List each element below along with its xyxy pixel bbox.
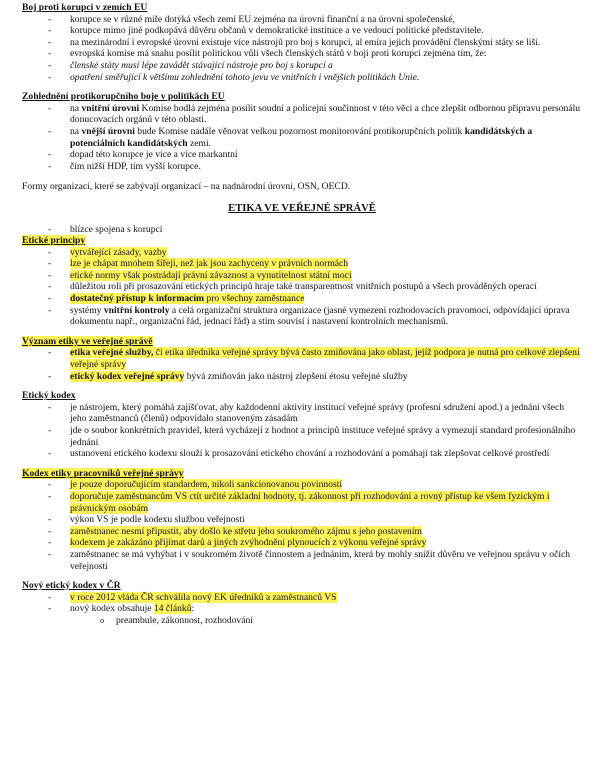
section-title: Etický kodex (22, 390, 76, 402)
text: : (191, 603, 195, 615)
list-item (60, 526, 582, 538)
list-item (60, 305, 582, 328)
list-item (60, 592, 582, 604)
list-item (60, 537, 582, 549)
highlighted-text: kodexem je zakázáno přijímat darů a jiných zvýhodnění plynoucích z výkonu veřejné správy (70, 537, 427, 549)
text: na (70, 125, 82, 137)
bold-text: vnitřní úrovni (81, 102, 140, 114)
list-item: - korupce mimo jiné podkopává důvěru občanů v demokratické instituce a ve vedoucí politické představitele. (60, 25, 582, 37)
section-code-of-ethics-staff (22, 468, 582, 572)
highlighted-text: vytvářející zásady, vazby (70, 246, 167, 258)
page-heading: ETIKA VE VEŘEJNÉ SPRÁVĚ (228, 202, 376, 214)
section-title (22, 235, 582, 247)
list-item: - na mezinárodní i evropské úrovni existuje více nástrojů pro boj s korupcí, al emíra jejich provádění členskými státy se liší. (60, 37, 582, 49)
list-item: - zaměstnanec se má vyhýbat i v soukromém životě činnostem a jednáním, která by mohly snížit důvěru ve veřejnou správu v očích veřejnosti (60, 549, 582, 572)
list-item (60, 103, 582, 126)
list-item: - jde o soubor konkrétních pravidel, která vycházejí z hodnot a principů instituce veřejné správy a vymezují standard profesionálního jednání (60, 425, 582, 448)
list-item (60, 72, 582, 84)
document-page (22, 2, 582, 627)
highlighted-text: lze je chápat mnohem šířeji, než jak jsou zachyceny v právních normách (70, 258, 349, 270)
section-corruption-eu (22, 2, 582, 83)
list-item (60, 491, 582, 514)
text: systémy (70, 304, 104, 316)
list-item (60, 270, 582, 282)
section-new-code-cr (22, 580, 582, 626)
list-item: - výkon VS je podle kodexu službou veřejnosti (60, 514, 582, 526)
text: zemí. (187, 137, 212, 149)
section-anticorruption-policies (22, 91, 582, 172)
list-item (60, 371, 582, 383)
list-item: - důležitou roli při prosazování etických principů hraje také transparentnost vnitřních postupů a všech prováděných operací (60, 281, 582, 293)
bold-text: vnější úrovni (81, 125, 135, 137)
list-item (60, 293, 582, 305)
list-item: - korupce se v různé míře dotýká všech zemí EU zejména na úrovni finanční a na úrovni společenské, (60, 14, 582, 26)
bullet-list (22, 224, 582, 236)
bullet-list (22, 347, 582, 382)
list-item: - dopad této korupce je více a více markantní (60, 149, 582, 161)
highlighted-bold-text: dostatečný přístup k informacím (70, 293, 205, 305)
paragraph-organizations: Formy organizací, které se zabývají organizací – na nadnárodní úrovni, OSN, OECD. (22, 181, 351, 193)
list-item: - čím nižší HDP, tím vyšší korupce. (60, 161, 582, 173)
bold-text: kandidátských a potenciálních kandidátských (70, 125, 533, 149)
text: Komise hodlá zejména posílit soudní a policejní součinnost v této věci a chce zlepšit odbornou přípravu personálu donucovacích orgánů v této oblasti. (70, 102, 581, 126)
text: nový kodex obsahuje (70, 603, 154, 615)
section-title-text: Etické principy (22, 235, 86, 247)
highlighted-text: či etika úředníka veřejné správy bývá často zmiňována jako oblast, jejíž podpora je nutná pro celkové zlepšení veřejné správy (70, 347, 580, 371)
highlighted-text: zaměstnanec nesmí připustit, aby došlo ke střetu jeho soukromého zájmu s jeho postavením (70, 525, 422, 537)
highlighted-text: v roce 2012 vláda ČR schválila nový EK úředníků a zaměstnanců VS (70, 591, 337, 603)
highlighted-text: 14 článků (153, 603, 192, 615)
list-item (60, 258, 582, 270)
section-title: Boj proti korupci v zemích EU (22, 2, 148, 13)
section-ethics-importance (22, 336, 582, 382)
bullet-list (22, 247, 582, 328)
bold-text: vnitřní kontroly (103, 304, 170, 316)
section-ethical-code (22, 390, 582, 460)
sub-list-item: o preambule, zákonnost, rozhodování (108, 615, 582, 627)
list-item: - evropská komise má snahu posílit politickou vůli všech členských států v boji proti korupci zejména tím, že: (60, 48, 582, 60)
section-ethical-principles (22, 235, 582, 328)
text: na (70, 102, 82, 114)
list-item: - je nástrojem, který pomáhá zajišťovat, aby každodenní aktivity institucí veřejné správy (profesní sdružení apod.) a jednání všech jeho zaměstnanců (členů) odpovídalo stanoveným zásadám (60, 402, 582, 425)
list-item (60, 60, 582, 72)
bullet-list (22, 479, 582, 572)
list-item (60, 479, 582, 491)
sub-list (70, 615, 582, 627)
text: a celá organizační struktura organizace (jasné vymezení rozhodovacích pravomocí, odpovídající úprava dokumentu např., organizační řád, jednací řád) a stím souvisí i nastavení kontrolních mechanismů. (70, 304, 570, 328)
highlighted-bold-text: etika veřejné služby, (70, 347, 154, 359)
list-item (60, 247, 582, 259)
italic-text: opatření směřující k většímu zohlednění tohoto jevu ve vnitřních i vnějších politikách Unie. (70, 71, 420, 83)
bullet-list (22, 402, 582, 460)
section-title: Nový etický kodex v ČR (22, 580, 121, 592)
list-item (60, 347, 582, 370)
list-item: - blízce spojena s korupcí (60, 224, 582, 236)
bullet-list (22, 592, 582, 627)
list-item (60, 126, 582, 149)
highlighted-bold-text: etický kodex veřejné správy (70, 370, 185, 382)
list-item (60, 603, 582, 626)
list-item: - ustanovení etického kodexu slouží k prosazování etického chování a rozhodování a pomáhají tak zlepšovat celkové prostředí (60, 448, 582, 460)
bullet-list (22, 14, 582, 84)
highlighted-text: etické normy však postrádají právní závaznost a vynutitelnost státní moci (70, 269, 352, 281)
section-title (22, 468, 582, 480)
bullet-list (22, 103, 582, 173)
section-title-text: Význam etiky ve veřejné správě (22, 335, 153, 347)
highlighted-text: je pouze doporučujícím standardem, nikoli sankcionovanou povinností (70, 479, 343, 491)
section-title: Zohlednění protikorupčního boje v politikách EU (22, 91, 225, 103)
section-title (22, 336, 582, 348)
section-title-text: Kodex etiky pracovníků veřejné správy (22, 467, 184, 479)
highlighted-text: pro všechny zaměstnance (204, 293, 305, 305)
highlighted-text: doporučuje zaměstnancům VS ctít určité základní hodnoty, tj. zákonnost při rozhodování a rovný přístup ke všem fyzickým i právnickým osobám (70, 490, 550, 514)
italic-text: členské státy musí lépe zavádět stávající nástroje pro boj s korupcí a (70, 59, 333, 71)
text: bude Komise nadále věnovat velkou pozornost monitorování protikorupčních politik (134, 125, 465, 137)
text: bývá zmiňován jako nástroj zlepšení étosu veřejné služby (184, 370, 408, 382)
